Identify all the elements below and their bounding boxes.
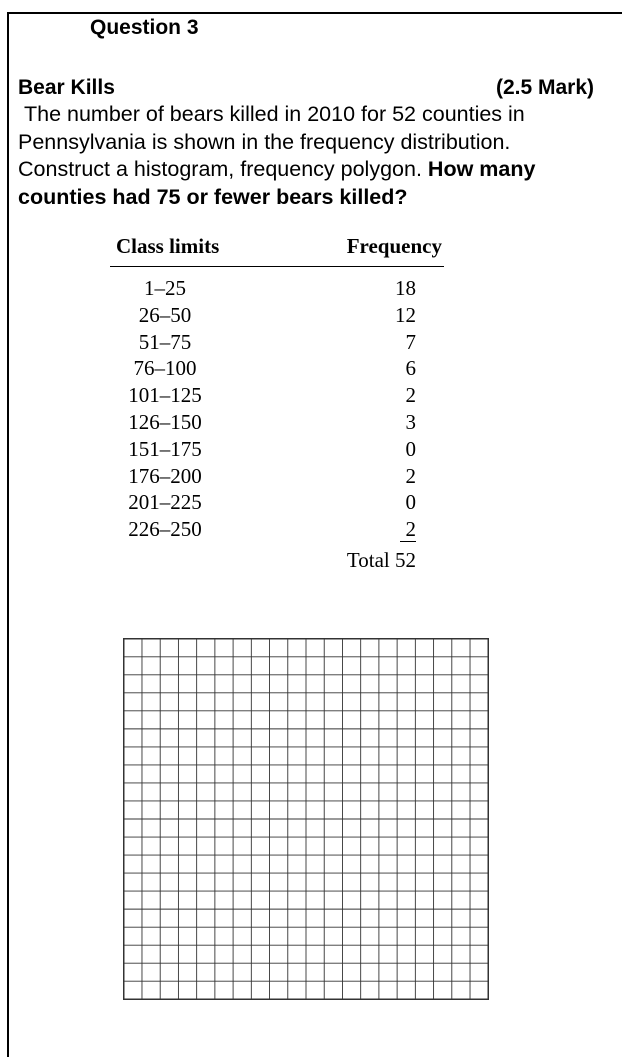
table-body	[110, 267, 444, 544]
class-limits-cell: 76–100	[133, 356, 197, 381]
statement-line-2: Pennsylvania is shown in the frequency distribution.	[18, 129, 511, 154]
class-limits-cell: 1–25	[144, 276, 186, 300]
problem-marks: (2.5 Mark)	[495, 76, 594, 99]
table-row	[110, 517, 444, 544]
problem-statement	[18, 101, 608, 211]
table-row	[110, 330, 444, 357]
frequency-cell: 18	[395, 276, 416, 300]
class-limits-cell: 51–75	[138, 329, 192, 354]
table-header	[110, 234, 444, 267]
frequency-cell: 2	[405, 383, 416, 408]
frequency-cell: 0	[405, 436, 416, 461]
statement-question-part-1: How many	[427, 157, 536, 181]
problem-name: Bear Kills	[18, 76, 115, 99]
question-title: Question 3	[90, 16, 199, 39]
class-limits-cell: 126–150	[128, 409, 202, 434]
frequency-cell: 3	[405, 409, 416, 434]
frequency-cell: 6	[405, 356, 416, 381]
table-row	[110, 356, 444, 383]
header-frequency: Frequency	[346, 234, 442, 258]
table-row	[110, 303, 444, 330]
class-limits-cell: 226–250	[128, 517, 202, 542]
table-row	[110, 437, 444, 464]
frequency-cell: 7	[405, 329, 416, 354]
statement-question-part-2: counties had 75 or fewer bears killed?	[18, 184, 408, 209]
table-total: Total 52	[346, 548, 416, 572]
header-class-limits: Class limits	[116, 234, 220, 258]
table-row	[110, 490, 444, 517]
frequency-cell: 2	[405, 463, 416, 488]
table-row	[110, 383, 444, 410]
class-limits-cell: 176–200	[128, 463, 202, 488]
frequency-cell: 0	[405, 490, 416, 515]
statement-line-3	[18, 156, 608, 184]
table-row	[110, 464, 444, 491]
class-limits-cell: 101–125	[128, 383, 202, 408]
problem-heading	[18, 76, 594, 100]
class-limits-cell: 26–50	[138, 302, 192, 327]
graph-paper	[123, 638, 489, 1000]
statement-line-1: The number of bears killed in 2010 for 52 counties in	[24, 102, 525, 126]
class-limits-cell: 151–175	[128, 436, 202, 461]
statement-line-4	[18, 184, 608, 212]
table-row	[110, 276, 444, 303]
frequency-table	[110, 234, 444, 572]
class-limits-cell: 201–225	[128, 490, 202, 515]
graph-paper-grid	[123, 638, 489, 1000]
frequency-cell: 12	[395, 302, 416, 327]
frequency-cell: 2	[400, 517, 417, 542]
table-row	[110, 410, 444, 437]
statement-line-3-text: Construct a histogram, frequency polygon.	[18, 157, 422, 181]
